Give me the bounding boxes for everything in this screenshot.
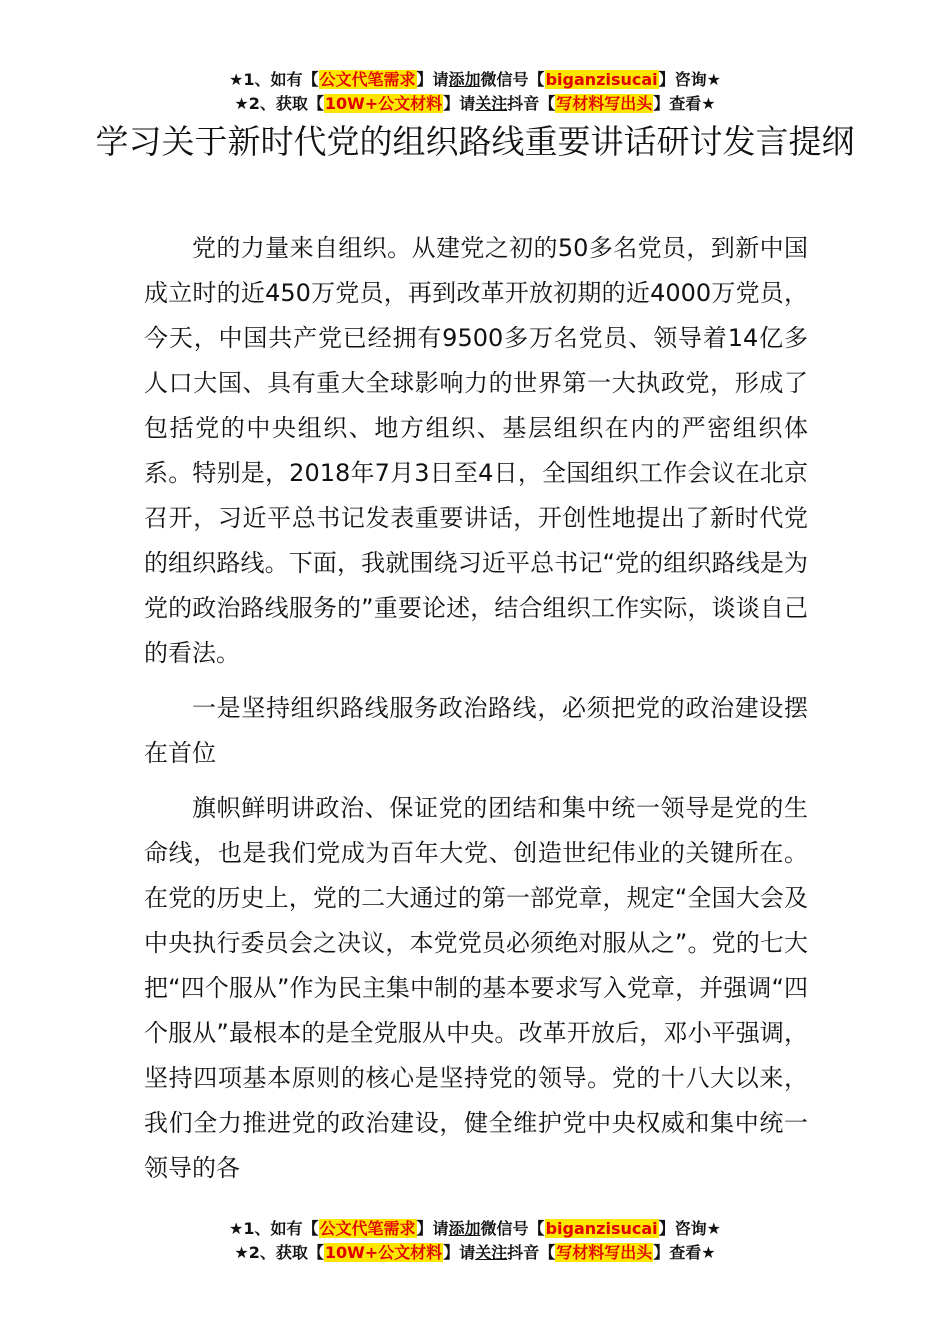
banner-wechat-id: biganzisucai <box>545 70 658 89</box>
banner-text: ★2、获取【 <box>234 94 324 113</box>
banner-text: 】请 <box>443 94 476 113</box>
banner-text: 】请 <box>416 70 449 89</box>
banner-text: 】请 <box>443 1243 476 1262</box>
banner-text: 】咨询★ <box>658 70 721 89</box>
banner-text: 抖音【 <box>507 94 556 113</box>
banner-highlight: 10W+公文材料 <box>324 94 443 113</box>
banner-text: ★1、如有【 <box>229 70 319 89</box>
section-heading: 一是坚持组织路线服务政治路线，必须把党的政治建设摆在首位 <box>144 694 808 767</box>
header-banner <box>0 68 950 116</box>
banner-highlight: 10W+公文材料 <box>324 1243 443 1262</box>
banner-text: 微信号【 <box>480 1219 545 1238</box>
banner-underline: 关注 <box>475 1243 508 1262</box>
banner-line-1 <box>0 68 950 92</box>
banner-text: 微信号【 <box>480 70 545 89</box>
banner-text: 】查看★ <box>653 94 716 113</box>
banner-douyin-account: 写材料写出头 <box>556 94 653 113</box>
banner-highlight: 公文代笔需求 <box>319 70 416 89</box>
banner-douyin-account: 写材料写出头 <box>556 1243 653 1262</box>
document-title: 学习关于新时代党的组织路线重要讲话研讨发言提纲 <box>95 122 855 161</box>
banner-text: 】咨询★ <box>658 1219 721 1238</box>
banner-text: ★2、获取【 <box>234 1243 324 1262</box>
banner-underline: 添加 <box>448 70 481 89</box>
footer-banner <box>0 1217 950 1265</box>
banner-text: 抖音【 <box>507 1243 556 1262</box>
banner-wechat-id: biganzisucai <box>545 1219 658 1238</box>
banner-line-2 <box>0 92 950 116</box>
banner-line-2 <box>0 1241 950 1265</box>
banner-text: 】请 <box>416 1219 449 1238</box>
banner-highlight: 公文代笔需求 <box>319 1219 416 1238</box>
paragraph-body: 旗帜鲜明讲政治、保证党的团结和集中统一领导是党的生命线，也是我们党成为百年大党、创造世纪伟业的关键所在。在党的历史上，党的二大通过的第一部党章，规定“全国大会及中央执行委员会之决议，本党党员必须绝对服从之”。党的七大把“四个服从”作为民主集中制的基本要求写入党章，并强调“四个服从”最根本的是全党服从中央。改革开放后，邓小平强调，坚持四项基本原则的核心是坚持党的领导。党的十八大以来，我们全力推进党的政治建设，健全维护党中央权威和集中统一领导的各 <box>144 794 808 1182</box>
banner-line-1 <box>0 1217 950 1241</box>
paragraph-intro: 党的力量来自组织。从建党之初的50多名党员，到新中国成立时的近450万党员，再到改革开放初期的近4000万党员，今天，中国共产党已经拥有9500多万名党员、领导着14亿多人口大国、具有重大全球影响力的世界第一大执政党，形成了包括党的中央组织、地方组织、基层组织在内的严密组织体系。特别是，2018年7月3日至4日，全国组织工作会议在北京召开，习近平总书记发表重要讲话，开创性地提出了新时代党的组织路线。下面，我就围绕习近平总书记“党的组织路线是为党的政治路线服务的”重要论述，结合组织工作实际，谈谈自己的看法。 <box>144 234 808 667</box>
banner-text: 】查看★ <box>653 1243 716 1262</box>
banner-underline: 关注 <box>475 94 508 113</box>
document-body <box>144 226 808 1201</box>
banner-underline: 添加 <box>448 1219 481 1238</box>
banner-text: ★1、如有【 <box>229 1219 319 1238</box>
